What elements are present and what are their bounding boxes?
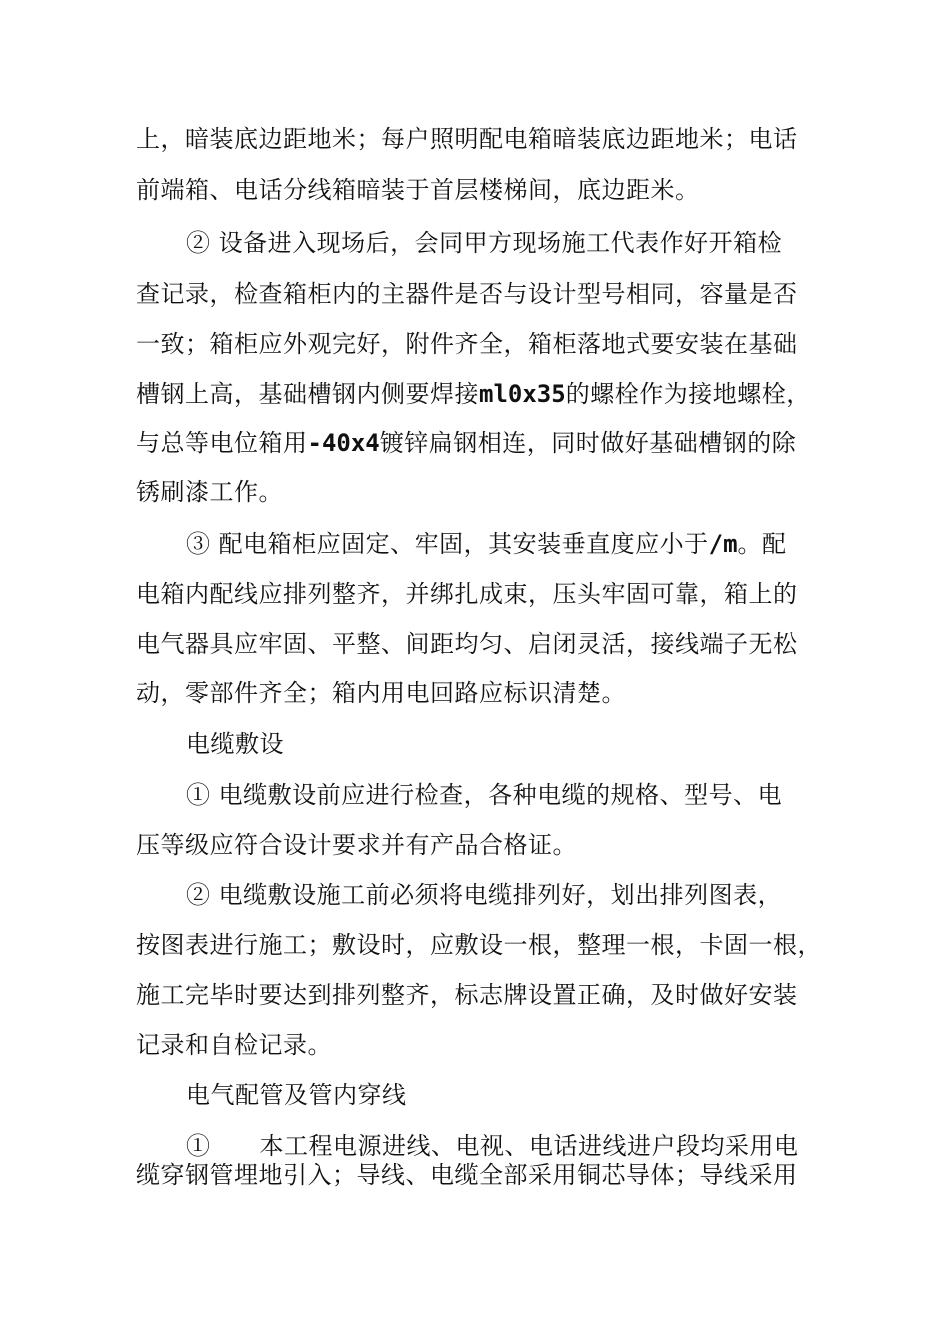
text-segment: 。配	[737, 530, 787, 558]
text-segment: 与总等电位箱用	[136, 429, 308, 457]
text-line-12: 动，零部件齐全；箱内用电回路应标识清楚。	[136, 679, 626, 707]
text-line-14: 压等级应符合设计要求并有产品合格证。	[136, 831, 577, 859]
text-line-18: 记录和自检记录。	[136, 1031, 332, 1059]
text-segment: 槽钢上高，基础槽钢内侧要焊接	[136, 380, 479, 408]
text-line-16: 按图表进行施工；敷设时，应敷设一根，整理一根，卡固一根，	[136, 931, 822, 959]
text-line-20: 缆穿钢管埋地引入；导线、电缆全部采用铜芯导体；导线采用	[136, 1161, 798, 1189]
bolt-spec: ml0x35	[479, 380, 566, 408]
text-line-19: ① 本工程电源进线、电视、电话进线进户段均采用电	[186, 1132, 799, 1160]
section-heading-cable: 电缆敷设	[186, 730, 284, 758]
text-line-3: ② 设备进入现场后，会同甲方现场施工代表作好开箱检	[186, 229, 783, 257]
text-line-4: 查记录，检查箱柜内的主器件是否与设计型号相同，容量是否	[136, 280, 798, 308]
text-line-17: 施工完毕时要达到排列整齐，标志牌设置正确，及时做好安装	[136, 981, 798, 1009]
text-line-6	[136, 379, 811, 409]
text-line-13: ① 电缆敷设前应进行检查，各种电缆的规格、型号、电	[186, 781, 783, 809]
text-segment: 的螺栓作为接地螺栓，	[565, 380, 811, 408]
text-line-15: ② 电缆敷设施工前必须将电缆排列好，划出排列图表，	[186, 881, 783, 909]
unit-spec: /m	[708, 530, 738, 558]
text-line-8: 锈刷漆工作。	[136, 478, 283, 506]
text-line-7	[136, 428, 796, 458]
text-segment: ③ 配电箱柜应固定、牢固，其安装垂直度应小于	[186, 530, 709, 558]
text-segment: 镀锌扁钢相连，同时做好基础槽钢的除	[379, 429, 797, 457]
section-heading-wiring: 电气配管及管内穿线	[186, 1081, 407, 1109]
steel-spec: -40x4	[307, 429, 380, 457]
text-line-10: 电箱内配线应排列整齐，并绑扎成束，压头牢固可靠，箱上的	[136, 580, 798, 608]
text-line-11: 电气器具应牢固、平整、间距均匀、启闭灵活，接线端子无松	[136, 630, 798, 658]
text-line-5: 一致；箱柜应外观完好，附件齐全，箱柜落地式要安装在基础	[136, 330, 798, 358]
text-line-9	[186, 529, 787, 559]
text-line-1: 上，暗装底边距地米；每户照明配电箱暗装底边距地米；电话	[136, 125, 798, 153]
text-line-2: 前端箱、电话分线箱暗装于首层楼梯间，底边距米。	[136, 176, 700, 204]
